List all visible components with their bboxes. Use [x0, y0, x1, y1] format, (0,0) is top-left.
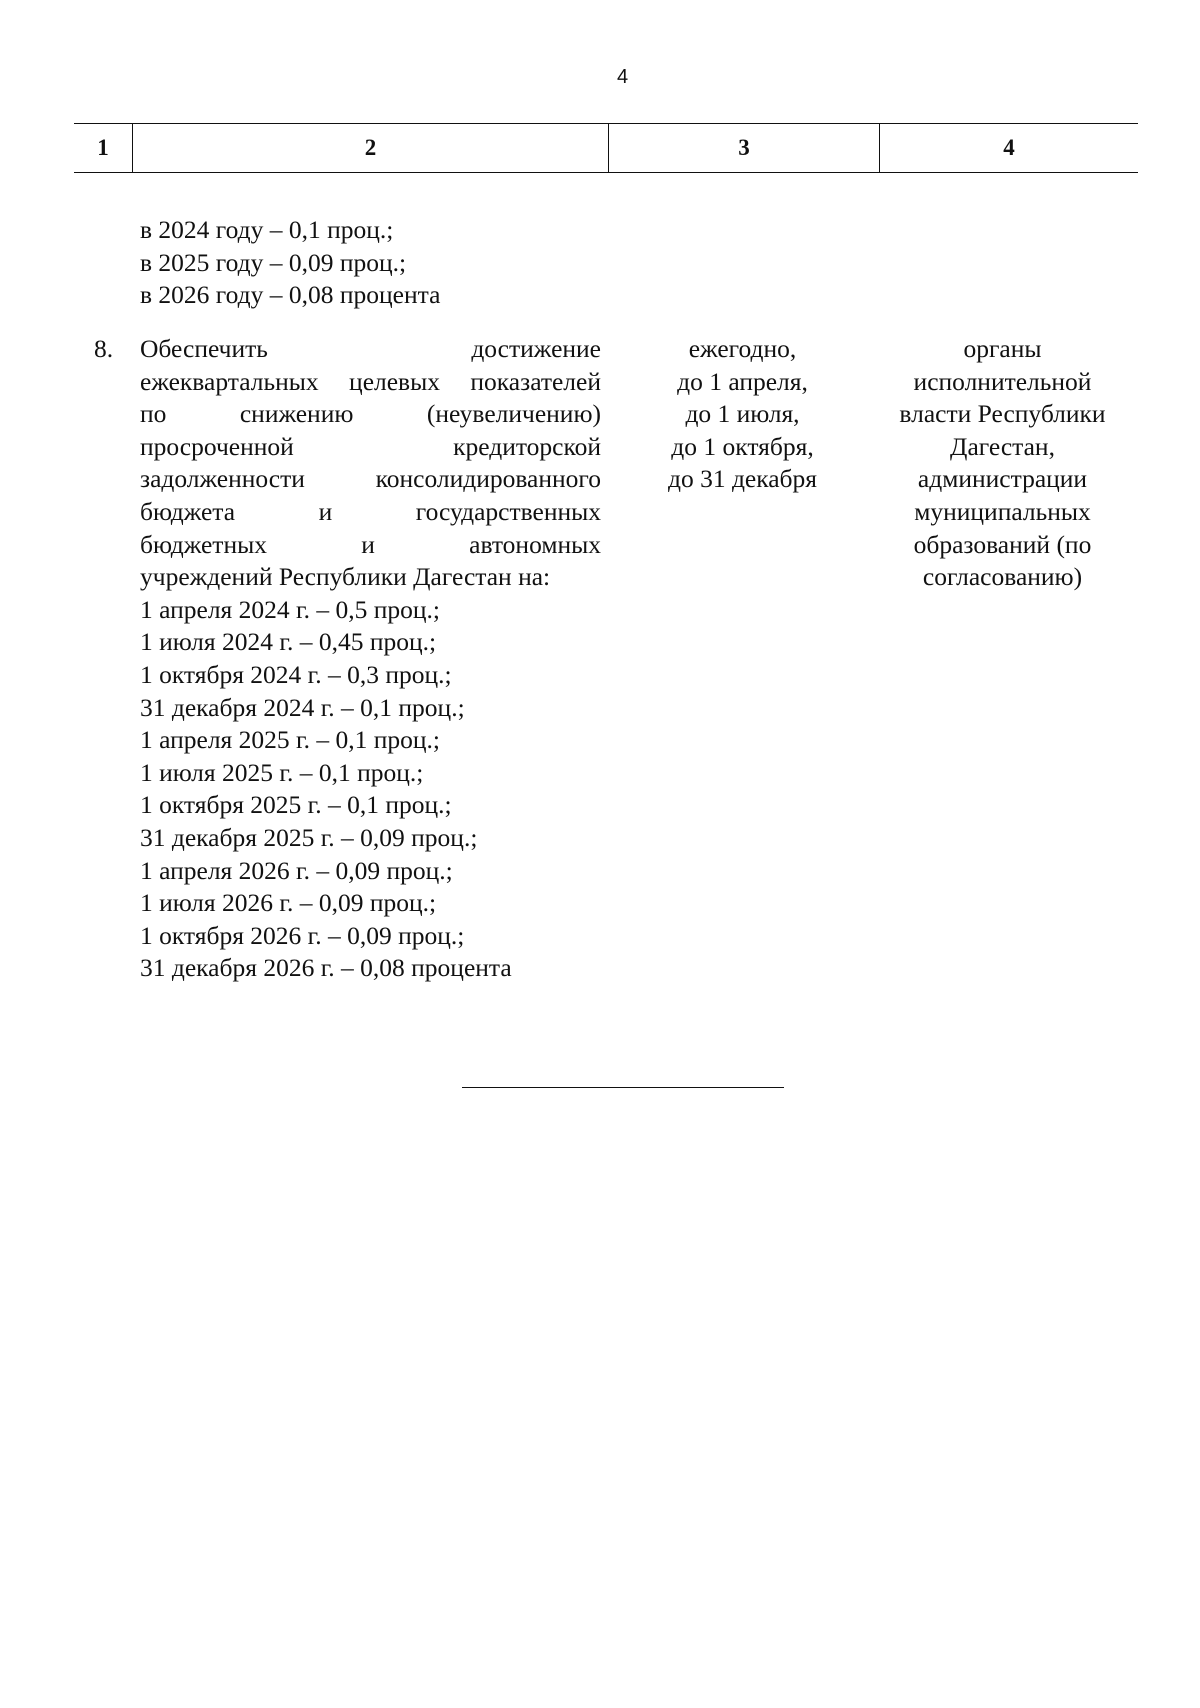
- row-number: 8.: [94, 334, 114, 363]
- task-line: Обеспечить достижение: [140, 334, 601, 363]
- responsible-line: Дагестан,: [950, 431, 1055, 461]
- deadline-line: до 31 декабря: [667, 464, 818, 494]
- header-cell-2: 2: [133, 124, 609, 172]
- responsible-line: органы: [963, 334, 1042, 363]
- responsible-line: администрации: [917, 464, 1088, 494]
- target-line: 1 апреля 2026 г. – 0,09 проц.;: [140, 855, 453, 885]
- task-line: задолженности консолидированного: [140, 464, 601, 494]
- row-task-text: [140, 333, 601, 985]
- task-line: бюджета и государственных: [140, 496, 601, 526]
- deadline-line: до 1 июля,: [685, 399, 800, 429]
- header-cell-1: 1: [74, 124, 133, 172]
- task-line: учреждений Республики Дагестан на:: [140, 562, 551, 592]
- header-cell-3: 3: [609, 124, 880, 172]
- end-rule-divider: [462, 1087, 784, 1088]
- task-line: просроченной кредиторской: [140, 431, 601, 461]
- table-header: [74, 123, 1138, 173]
- responsible-line: образований (по: [913, 529, 1092, 559]
- target-line: 1 июля 2026 г. – 0,09 проц.;: [140, 888, 437, 918]
- responsible-line: муниципальных: [914, 496, 1091, 526]
- task-line: ежеквартальных целевых показателей: [140, 366, 601, 396]
- page-number: 4: [616, 66, 629, 88]
- header-cell-4: 4: [1003, 135, 1015, 160]
- target-line: 31 декабря 2025 г. – 0,09 проц.;: [140, 822, 478, 852]
- target-line: 1 октября 2025 г. – 0,1 проц.;: [140, 790, 452, 820]
- target-line: 1 июля 2025 г. – 0,1 проц.;: [140, 757, 424, 787]
- task-line: по снижению (неувеличению): [140, 399, 601, 429]
- target-line: 31 декабря 2026 г. – 0,08 процента: [140, 953, 512, 983]
- deadline-line: ежегодно,: [688, 334, 797, 363]
- row-responsible-text: [880, 333, 1125, 594]
- task-line: бюджетных и автономных: [140, 529, 601, 559]
- target-line: 1 октября 2026 г. – 0,09 проц.;: [140, 920, 465, 950]
- continuation-line: в 2026 году – 0,08 процента: [140, 280, 441, 310]
- responsible-line: согласованию): [922, 562, 1083, 592]
- target-line: 31 декабря 2024 г. – 0,1 проц.;: [140, 692, 465, 722]
- deadline-line: до 1 апреля,: [677, 366, 808, 396]
- target-line: 1 апреля 2025 г. – 0,1 проц.;: [140, 725, 440, 755]
- row-deadline-text: [620, 333, 865, 496]
- target-line: 1 апреля 2024 г. – 0,5 проц.;: [140, 594, 440, 624]
- target-line: 1 октября 2024 г. – 0,3 проц.;: [140, 659, 452, 689]
- continuation-line: в 2025 году – 0,09 проц.;: [140, 247, 407, 277]
- target-line: 1 июля 2024 г. – 0,45 проц.;: [140, 627, 437, 657]
- responsible-line: исполнительной: [913, 366, 1092, 396]
- deadline-line: до 1 октября,: [671, 431, 814, 461]
- continuation-text: [140, 214, 620, 312]
- responsible-line: власти Республики: [899, 399, 1106, 429]
- continuation-line: в 2024 году – 0,1 проц.;: [140, 215, 394, 244]
